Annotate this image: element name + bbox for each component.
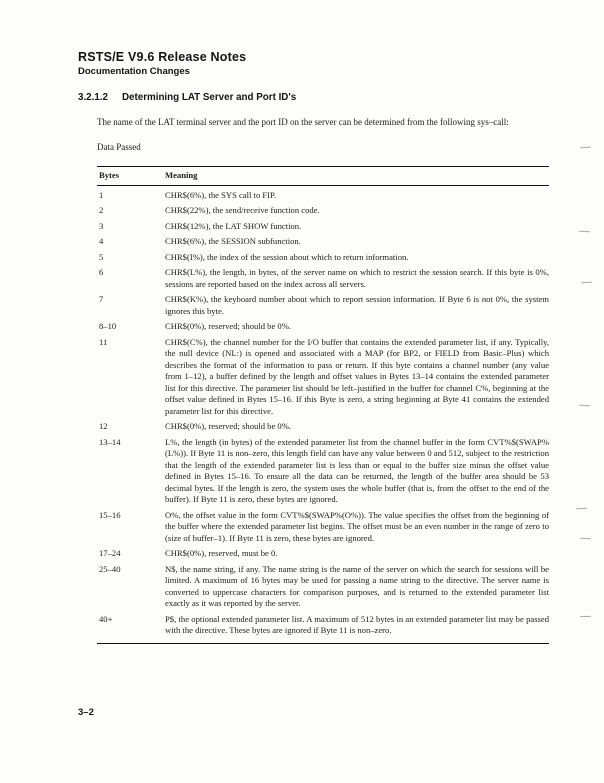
scan-artifact xyxy=(580,147,591,149)
cell-meaning: CHR$(22%), the send/receive function code. xyxy=(165,205,320,215)
table-row xyxy=(97,248,549,264)
table-row xyxy=(97,544,549,560)
cell-bytes: 25–40 xyxy=(99,563,121,574)
table-row xyxy=(97,333,549,418)
cell-bytes: 2 xyxy=(99,205,104,215)
cell-meaning: CHR$(6%), the SYS call to FIP. xyxy=(165,189,277,200)
table-row xyxy=(97,560,549,610)
scan-artifact xyxy=(580,538,591,540)
cell-bytes: 1 xyxy=(99,189,104,200)
table-row xyxy=(97,290,549,317)
cell-bytes: 40+ xyxy=(99,613,113,624)
column-header-meaning: Meaning xyxy=(165,170,198,180)
scan-artifact xyxy=(579,231,590,233)
cell-bytes: 8–10 xyxy=(99,321,117,331)
cell-meaning: CHR$(L%), the length, in bytes, of the server name on which to restrict the session search. If this byte is 0%, sessions are reported based on the index across all servers. xyxy=(165,267,549,289)
cell-meaning: N$, the name string, if any. The name string is the name of the server on which the search for sessions will be limited. A maximum of 16 bytes may be used for passing a name string to the directive. The server name is converted to uppercase characters for comparison purposes, and is returned to the extended parameter list exactly as it was reported by the server. xyxy=(165,563,549,608)
table-row xyxy=(97,232,549,248)
table-row xyxy=(97,201,549,217)
document-subtitle: Documentation Changes xyxy=(78,66,190,77)
cell-bytes: 15–16 xyxy=(99,509,121,520)
column-header-bytes: Bytes xyxy=(99,170,120,180)
table-row xyxy=(97,263,549,290)
cell-bytes: 3 xyxy=(99,220,104,231)
table-header-row xyxy=(97,167,549,186)
scan-artifact xyxy=(579,405,590,407)
section-number: 3.2.1.2 xyxy=(78,92,108,103)
table-row xyxy=(97,610,549,637)
cell-meaning: CHR$(0%), reserved; should be 0%. xyxy=(165,421,292,431)
cell-bytes: 7 xyxy=(99,294,104,304)
cell-bytes: 13–14 xyxy=(99,436,121,447)
cell-bytes: 11 xyxy=(99,336,108,347)
bytes-meaning-table xyxy=(97,166,549,644)
cell-meaning: CHR$(0%), reserved, must be 0. xyxy=(165,548,278,558)
table-row xyxy=(97,217,549,233)
cell-meaning: CHR$(6%), the SESSION subfunction. xyxy=(165,236,301,246)
section-heading xyxy=(78,92,548,103)
table-row xyxy=(97,417,549,433)
table-row xyxy=(97,186,549,202)
cell-meaning: CHR$(0%), reserved; should be 0%. xyxy=(165,321,292,331)
page-number: 3–2 xyxy=(78,707,94,718)
cell-meaning: CHR$(12%), the LAT SHOW function. xyxy=(165,220,302,231)
cell-meaning: O%, the offset value in the form CVT%$(SWAP%(O%)). The value specifies the offset from the beginning of the buffer where the extended parameter list begins. The offset must be an even number in the range of zero to (size of buffer–1). If Byte 11 is zero, these bytes are ignored. xyxy=(165,509,549,543)
cell-bytes: 4 xyxy=(99,236,104,246)
section-title: Determining LAT Server and Port ID's xyxy=(121,92,297,103)
data-passed-label: Data Passed xyxy=(97,142,141,152)
table-row xyxy=(97,506,549,545)
scan-artifact xyxy=(581,282,592,284)
cell-meaning: L%, the length (in bytes) of the extended parameter list from the channel buffer in the form CVT%$(SWAP%(L%)). If Byte 11 is non–zero, this length field can have any value between 0 and 512, subject to the restriction that the length of the extended parameter list is less than or equal to the buffer size minus the offset value defined in Bytes 15–16. To ensure all the data can be returned, the length of the buffer area should be 53 decimal bytes. If the length is zero, the system uses the whole buffer (that is, from the offset to the end of the buffer). If Byte 11 is zero, these bytes are ignored. xyxy=(165,436,549,504)
table-row xyxy=(97,317,549,333)
cell-bytes: 17–24 xyxy=(99,548,121,558)
cell-meaning: P$, the optional extended parameter list. A maximum of 512 bytes in an extended parameter list may be passed with the directive. These bytes are ignored if Byte 11 is non–zero. xyxy=(165,613,549,635)
scan-artifact xyxy=(576,508,587,510)
cell-meaning: CHR$(I%), the index of the session about which to return information. xyxy=(165,251,409,262)
cell-bytes: 12 xyxy=(99,421,108,431)
intro-paragraph: The name of the LAT terminal server and the port ID on the server can be determined from the following sys–call: xyxy=(97,117,509,127)
cell-meaning: CHR$(K%), the keyboard number about which to report session information. If Byte 6 is not 0%, the system ignores this byte. xyxy=(165,294,549,316)
page-content xyxy=(78,50,548,644)
cell-bytes: 6 xyxy=(99,267,104,277)
cell-bytes: 5 xyxy=(99,251,104,262)
cell-meaning: CHR$(C%), the channel number for the I/O buffer that contains the extended parameter list, if any. Typically, the null device (NL:) is opened and associated with a MAP (for BP2, or FIELD from Basic–Plus) which describes the format of the information to pass or return. If this byte contains a channel number (any value from 1–12), a buffer defined by the length and offset values in Bytes 13–14 contains the extended parameter list for this directive. The parameter list should be left–justified in the buffer for channel C%, beginning at the offset value defined in Bytes 15–16. If this Byte is zero, a string beginning at Byte 41 contains the extended parameter list for this directive. xyxy=(165,336,549,416)
scan-artifact xyxy=(580,616,591,617)
document-title: RSTS/E V9.6 Release Notes xyxy=(78,50,247,64)
table-row xyxy=(97,433,549,506)
